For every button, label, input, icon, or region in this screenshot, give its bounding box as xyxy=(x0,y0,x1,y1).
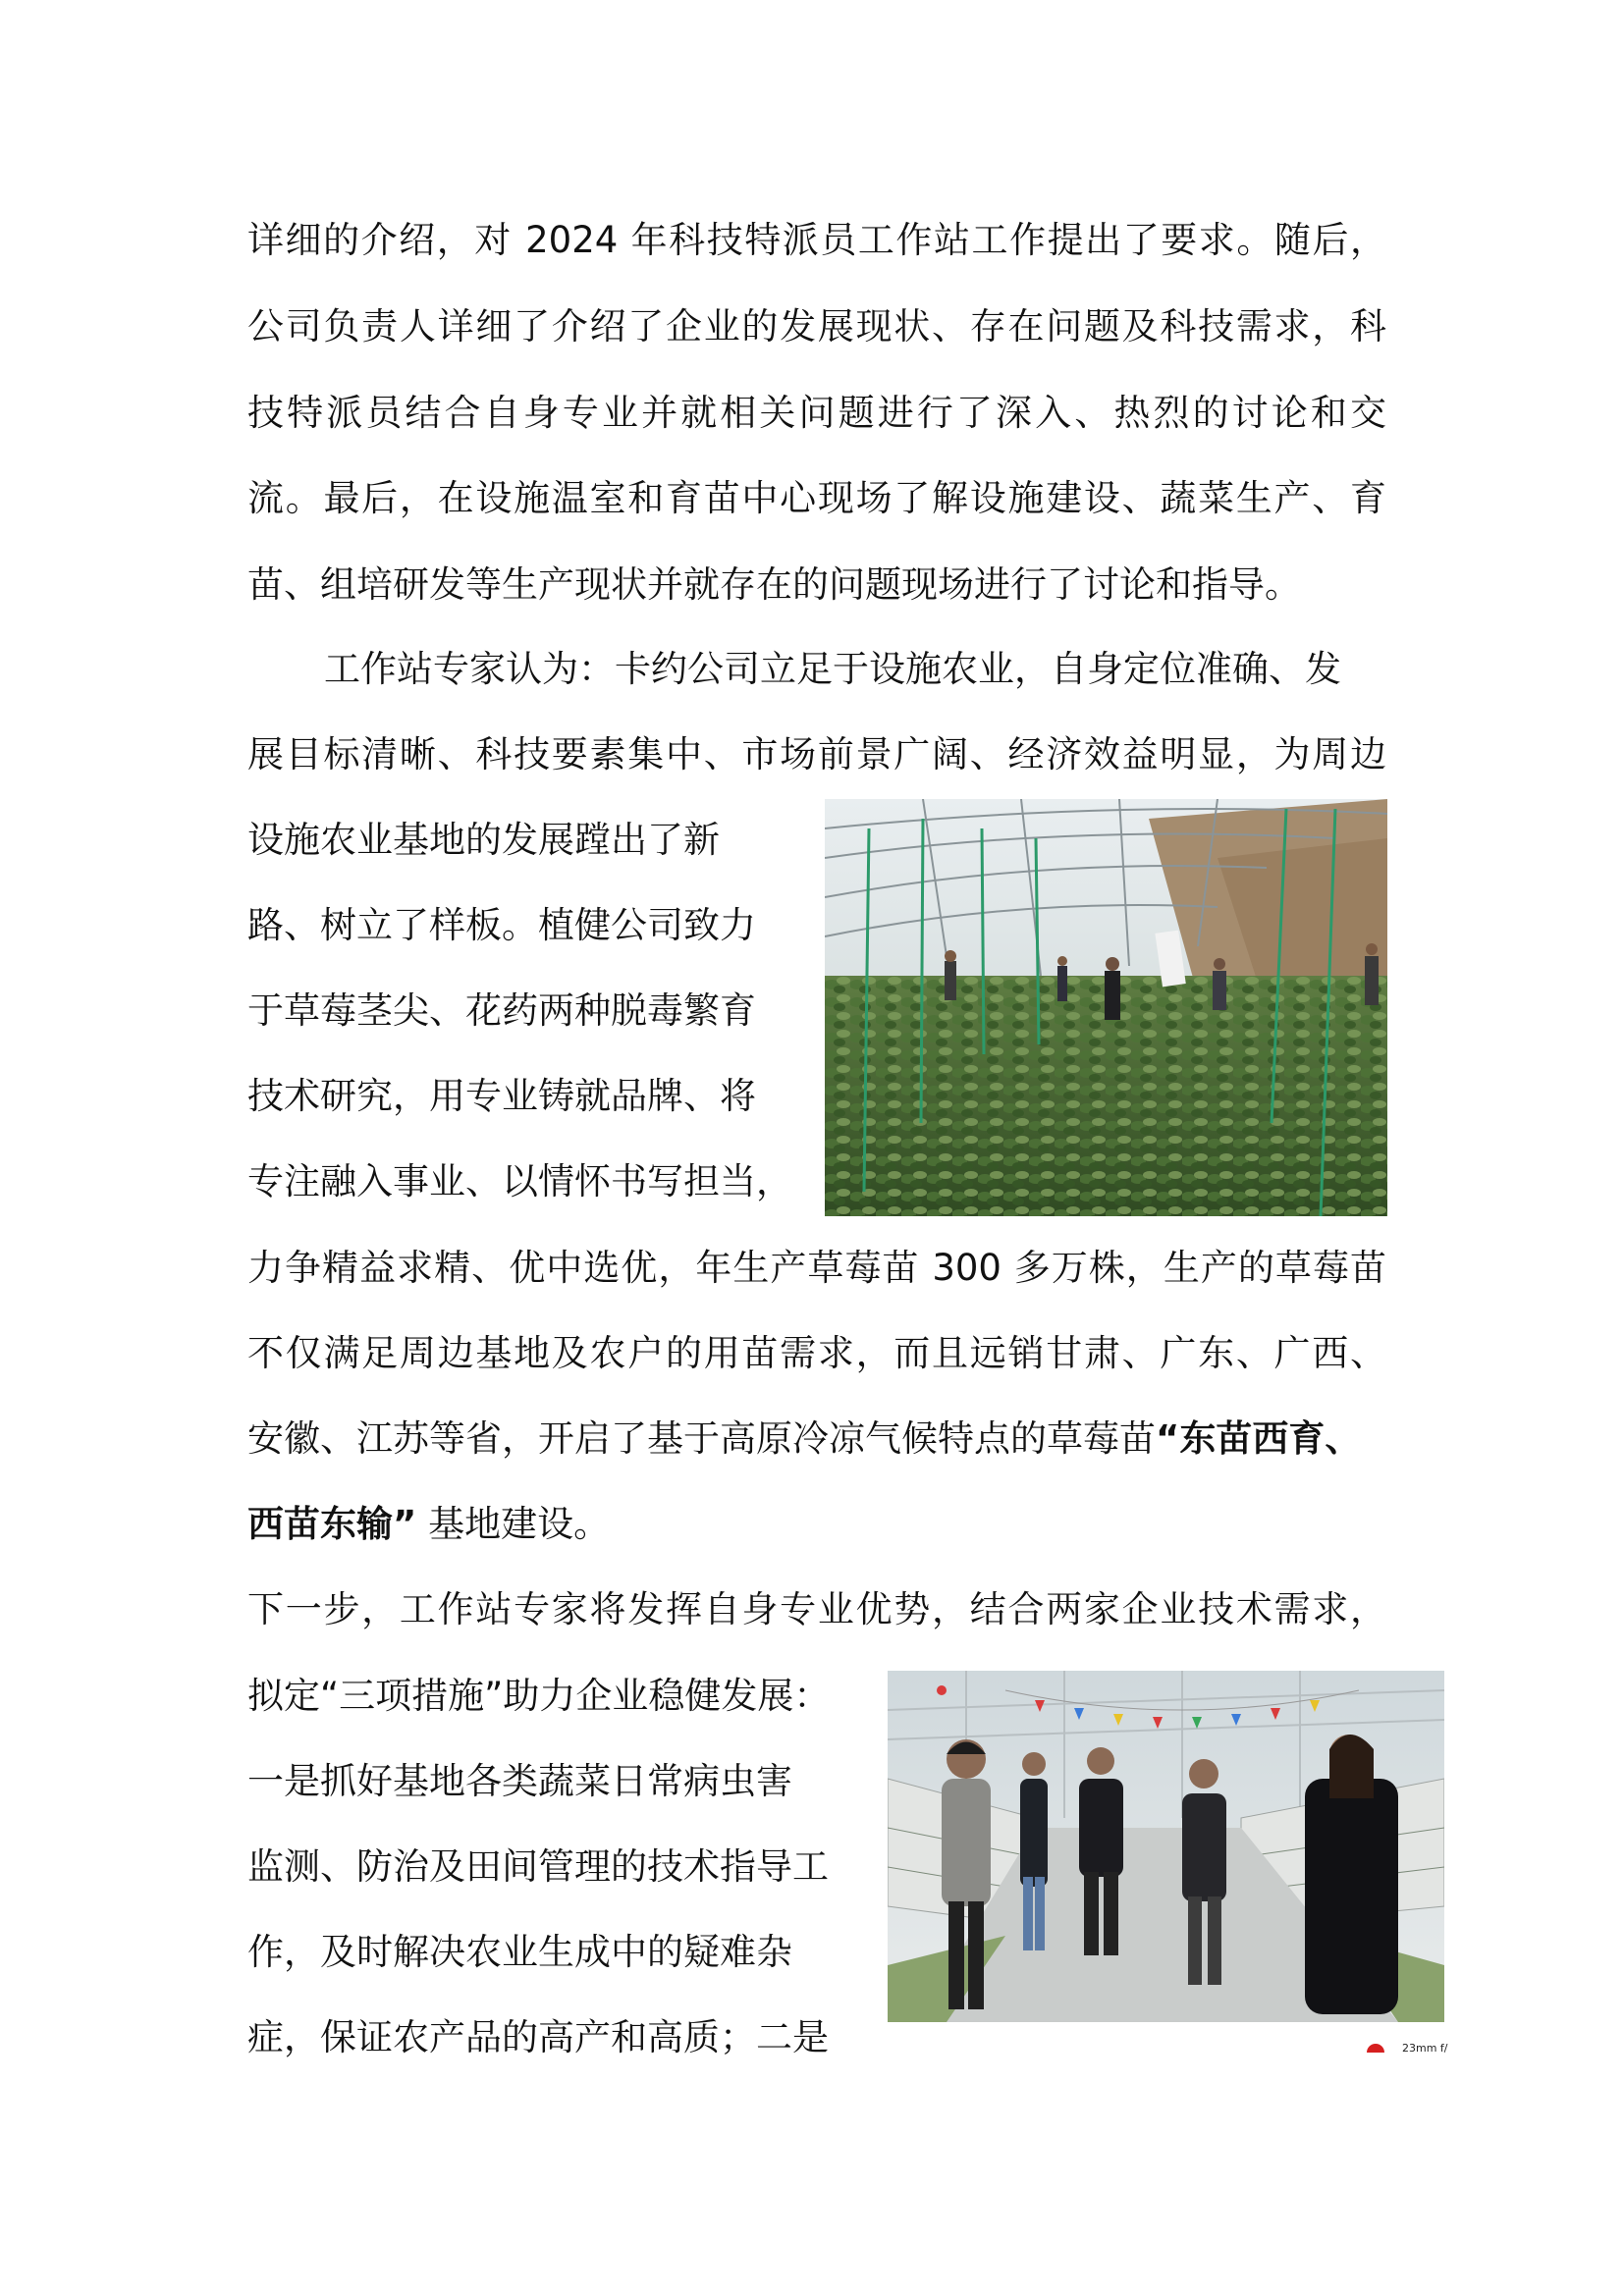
text-line: 症，保证农产品的高产和高质；二是 xyxy=(247,2016,829,2058)
watermark-logo-icon xyxy=(1367,2044,1384,2053)
text-line: 工作站专家认为：卡约公司立足于设施农业，自身定位准确、发 xyxy=(324,648,1341,690)
bold-phrase: “东苗西育、 xyxy=(1156,1417,1362,1460)
text-line: 力争精益求精、优中选优，年生产草莓苗 300 多万株，生产的草莓苗 xyxy=(247,1247,1386,1289)
text-line: 路、树立了样板。植健公司致力 xyxy=(247,904,756,946)
text-line xyxy=(247,1417,1361,1461)
greenhouse-illustration xyxy=(825,799,1387,1216)
text-line: 监测、防治及田间管理的技术指导工 xyxy=(247,1845,829,1888)
text-line: 专注融入事业、以情怀书写担当， xyxy=(247,1160,792,1202)
text-line xyxy=(247,1503,610,1546)
bold-phrase: 西苗东输” xyxy=(247,1503,417,1545)
text-line: 苗、组培研发等生产现状并就存在的问题现场进行了讨论和指导。 xyxy=(247,563,1301,606)
text-line: 一是抓好基地各类蔬菜日常病虫害 xyxy=(247,1760,792,1802)
text-segment: 基地建设。 xyxy=(416,1503,611,1545)
nursery-photo xyxy=(888,1671,1444,2022)
nursery-illustration xyxy=(888,1671,1444,2022)
text-line: 不仅满足周边基地及农户的用苗需求，而且远销甘肃、广东、广西、 xyxy=(247,1332,1386,1374)
photo-caption: 23mm f/ xyxy=(1402,2042,1448,2055)
text-line: 于草莓茎尖、花药两种脱毒繁育 xyxy=(247,989,756,1032)
text-segment: 安徽、江苏等省，开启了基于高原冷凉气候特点的草莓苗 xyxy=(247,1417,1156,1460)
text-line: 下一步，工作站专家将发挥自身专业优势，结合两家企业技术需求， xyxy=(247,1588,1386,1630)
text-line: 技特派员结合自身专业并就相关问题进行了深入、热烈的讨论和交 xyxy=(247,392,1386,434)
text-line: 展目标清晰、科技要素集中、市场前景广阔、经济效益明显，为周边 xyxy=(247,733,1386,775)
text-line: 公司负责人详细了介绍了企业的发展现状、存在问题及科技需求，科 xyxy=(247,305,1386,347)
text-line: 详细的介绍，对 2024 年科技特派员工作站工作提出了要求。随后， xyxy=(247,219,1386,261)
text-line: 技术研究，用专业铸就品牌、将 xyxy=(247,1075,756,1117)
greenhouse-photo xyxy=(825,799,1387,1216)
text-line: 设施农业基地的发展蹚出了新 xyxy=(247,819,720,861)
text-line: 作，及时解决农业生成中的疑难杂 xyxy=(247,1931,792,1973)
text-line: 拟定“三项措施”助力企业稳健发展： xyxy=(247,1675,831,1717)
text-line: 流。最后，在设施温室和育苗中心现场了解设施建设、蔬菜生产、育 xyxy=(247,477,1386,519)
